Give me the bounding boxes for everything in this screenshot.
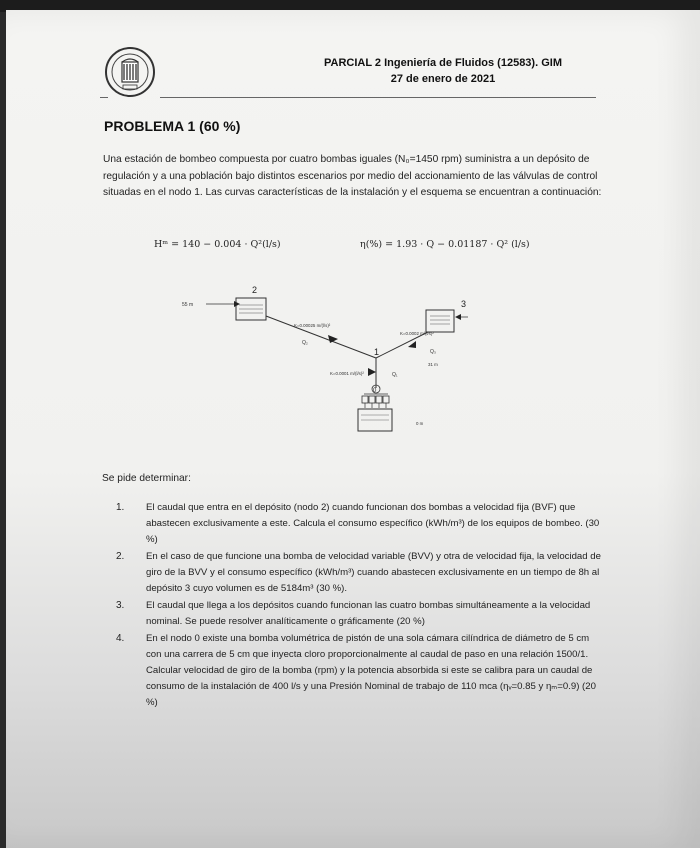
pump-elevation-label: 0 m — [416, 421, 424, 426]
network-schematic — [178, 278, 468, 438]
question-text: El caudal que entra en el depósito (nodo 2) cuando funcionan dos bombas a velocidad fija (BVF) que abastecen exclusivamente a este. Calcula el consumo específico (kWh/m³) de los equipos de bombeo. (30 %) — [146, 502, 600, 545]
flow-q2-label: Q₂ — [302, 340, 308, 346]
head-curve-formula: Hᵐ = 140 − 0.004 · Q²(l/s) — [154, 239, 281, 250]
reservoir-3 — [426, 310, 454, 332]
flow-arrow-q3 — [408, 341, 416, 348]
node-2-label: 2 — [252, 285, 258, 295]
pump-group-icon — [362, 396, 389, 403]
pipe-3-coefficient: K=0.0002 m/(l/s)² — [400, 331, 434, 336]
flow-arrow-q1 — [368, 368, 376, 376]
exam-date: 27 de enero de 2021 — [390, 73, 496, 85]
exam-header — [318, 55, 568, 87]
questions-list — [116, 500, 606, 712]
question-number: 4. — [116, 633, 125, 644]
flow-q1-label: Q₁ — [392, 372, 398, 378]
exam-title: PARCIAL 2 Ingeniería de Fluidos (12583). GIM — [324, 57, 562, 69]
node-3-label: 3 — [461, 299, 467, 309]
node-1-elevation: 31 m — [428, 362, 438, 367]
level-marker-2 — [234, 301, 240, 307]
flow-q3-label: Q₃ — [430, 349, 436, 355]
question-item — [116, 598, 606, 630]
efficiency-curve-formula: η(%) = 1.93 · Q − 0.01187 · Q² (l/s) — [360, 239, 530, 250]
problem-title: PROBLEMA 1 (60 %) — [104, 118, 241, 134]
header-rule-left — [100, 97, 108, 98]
question-number: 2. — [116, 551, 125, 562]
node-0-label: 0 — [373, 388, 377, 394]
problem-intro: Una estación de bombeo compuesta por cuatro bombas iguales (N₀=1450 rpm) suministra a un depósito de regulación y a una población bajo distintos escenarios por medio del accionamiento de las válvulas de control situadas en el nodo 1. Las curvas características de la instalación y el esquema se encuentran a continuación: — [103, 154, 602, 198]
question-text: En el caso de que funcione una bomba de velocidad variable (BVV) y otra de velocidad fija, la velocidad de giro de la BVV y el consumo específico (kWh/m³) cuando abastecen exclusivamente en un tiempo de 8h al depósito 3 cuyo volumen es de 5184m³ (30 %). — [146, 551, 601, 594]
question-item — [116, 631, 606, 711]
question-number: 3. — [116, 600, 125, 611]
university-seal-icon — [104, 46, 156, 98]
question-text: En el nodo 0 existe una bomba volumétrica de pistón de una sola cámara cilíndrica de diámetro de 5 cm con una carrera de 5 cm que inyecta cloro proporcionalmente al caudal de paso en una relación 1500/1. Calcular velocidad de giro de la bomba (rpm) y la potencia absorbida si este se calibra para un caudal de consumo de la instalación de 400 l/s y una Presión Nominal de trabajo de 110 mca (ηᵥ=0.85 y ηₘ=0.9) (20 %) — [146, 633, 596, 708]
question-number: 1. — [116, 502, 125, 513]
node-1-label: 1 — [374, 347, 380, 357]
questions-prompt: Se pide determinar: — [102, 473, 191, 484]
level-marker-3 — [455, 314, 461, 320]
header-rule — [160, 97, 596, 98]
question-item — [116, 549, 606, 597]
level-2-label: 55 m — [182, 302, 194, 308]
pipe-1-coefficient: K=0.0001 m/(l/s)² — [330, 371, 364, 376]
pipe-2-coefficient: K=0.00025 m/(l/s)² — [294, 323, 331, 328]
question-item — [116, 500, 606, 548]
question-text: El caudal que llega a los depósitos cuando funcionan las cuatro bombas simultáneamente a la velocidad nominal. Se puede resolver analíticamente o gráficamente (20 %) — [146, 600, 591, 627]
